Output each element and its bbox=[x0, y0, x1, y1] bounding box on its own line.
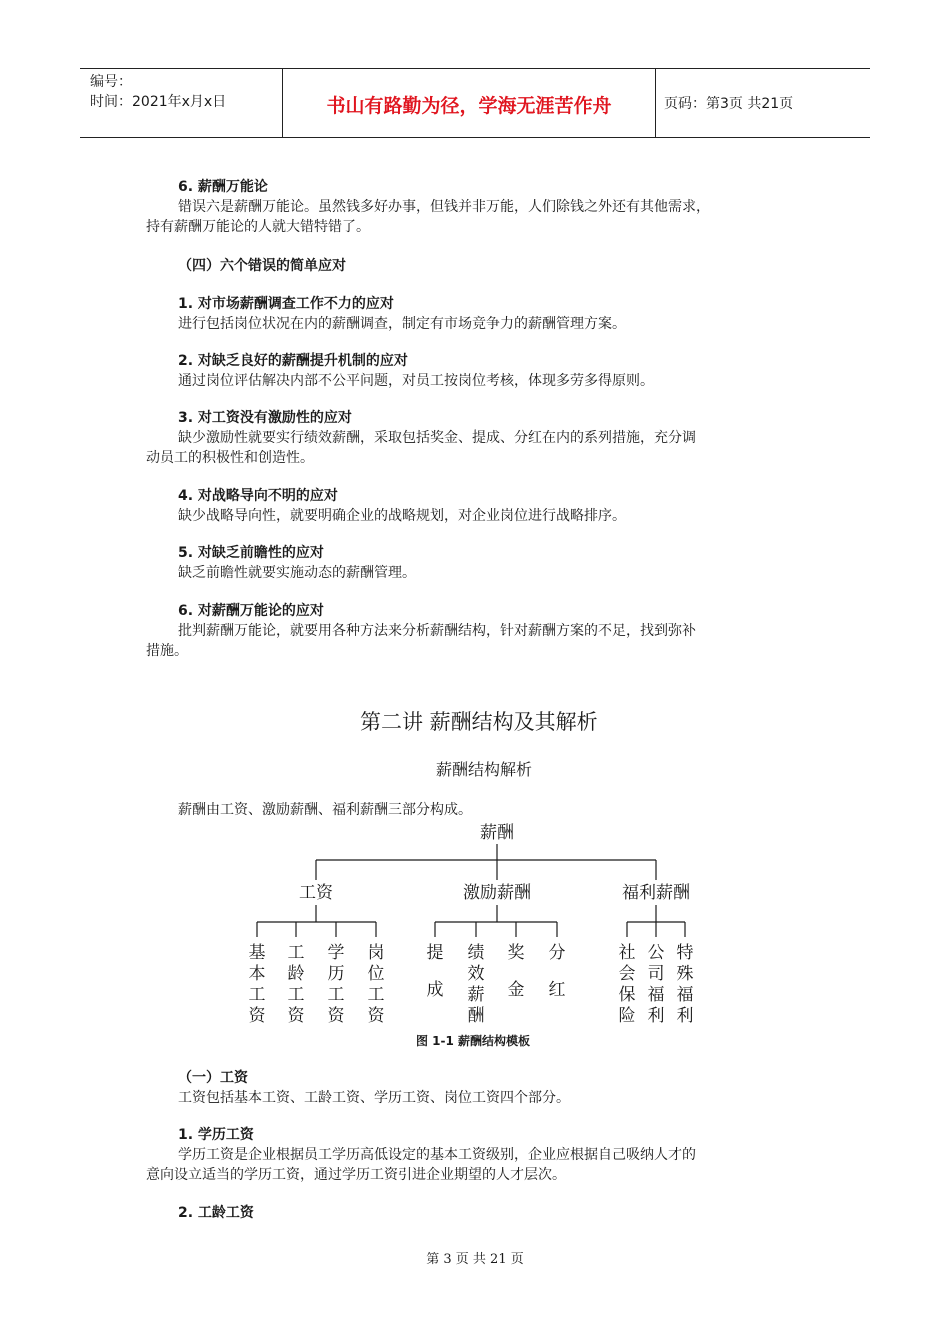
diagram-leaf-char: 效 bbox=[467, 964, 485, 984]
diagram-leaf-char: 工 bbox=[287, 943, 305, 963]
diagram-leaf-char: 会 bbox=[618, 964, 636, 984]
paragraph-line: 缺少激励性就要实行绩效薪酬，采取包括奖金、提成、分红在内的系列措施，充分调 bbox=[178, 430, 696, 446]
section-heading: 1. 学历工资 bbox=[178, 1127, 254, 1143]
diagram-leaf-char: 工 bbox=[287, 985, 305, 1005]
diagram-leaf-char: 殊 bbox=[676, 964, 694, 984]
diagram-group-label: 工资 bbox=[299, 883, 333, 903]
diagram-leaf-char: 成 bbox=[426, 980, 444, 1000]
diagram-leaf-char: 特 bbox=[676, 943, 694, 963]
diagram-group-label: 福利薪酬 bbox=[622, 883, 690, 903]
diagram-leaf-char: 资 bbox=[287, 1006, 305, 1026]
paragraph-line: 措施。 bbox=[146, 643, 188, 659]
paragraph-line: 批判薪酬万能论，就要用各种方法来分析薪酬结构，针对薪酬方案的不足，找到弥补 bbox=[178, 623, 696, 639]
paragraph-line: 学历工资是企业根据员工学历高低设定的基本工资级别，企业应根据自己吸纳人才的 bbox=[178, 1147, 696, 1163]
section-heading: 6. 对薪酬万能论的应对 bbox=[178, 603, 324, 619]
paragraph-line: 通过岗位评估解决内部不公平问题，对员工按岗位考核，体现多劳多得原则。 bbox=[178, 373, 654, 389]
header-motto: 书山有路勤为径，学海无涯苦作舟 bbox=[326, 95, 612, 117]
lecture-title: 第二讲 薪酬结构及其解析 bbox=[360, 710, 598, 734]
document-time-label: 时间：2021年x月x日 bbox=[90, 94, 227, 110]
section-heading: （一）工资 bbox=[178, 1070, 248, 1086]
diagram-leaf-char: 薪 bbox=[467, 985, 485, 1005]
paragraph-line: 持有薪酬万能论的人就大错特错了。 bbox=[146, 219, 370, 235]
diagram-leaf-char: 工 bbox=[327, 985, 345, 1005]
paragraph-line: 进行包括岗位状况在内的薪酬调查，制定有市场竞争力的薪酬管理方案。 bbox=[178, 316, 626, 332]
section-subtitle: 薪酬结构解析 bbox=[436, 760, 533, 779]
section-heading: 1. 对市场薪酬调查工作不力的应对 bbox=[178, 296, 394, 312]
diagram-leaf-char: 提 bbox=[426, 943, 444, 963]
paragraph-line: 意向设立适当的学历工资，通过学历工资引进企业期望的人才层次。 bbox=[146, 1167, 566, 1183]
section-heading: 6. 薪酬万能论 bbox=[178, 179, 268, 195]
diagram-leaf-char: 基 bbox=[248, 943, 266, 963]
diagram-root-label: 薪酬 bbox=[480, 823, 514, 843]
paragraph-line: 动员工的积极性和创造性。 bbox=[146, 450, 314, 466]
paragraph-line: 错误六是薪酬万能论。虽然钱多好办事，但钱并非万能，人们除钱之外还有其他需求， bbox=[178, 199, 710, 215]
diagram-leaf-char: 保 bbox=[618, 985, 636, 1005]
diagram-leaf-char: 资 bbox=[248, 1006, 266, 1026]
section-heading: （四）六个错误的简单应对 bbox=[178, 258, 346, 274]
diagram-leaf-char: 资 bbox=[367, 1006, 385, 1026]
diagram-group-label: 激励薪酬 bbox=[463, 883, 531, 903]
diagram-leaf-char: 酬 bbox=[467, 1006, 485, 1026]
diagram-leaf-char: 司 bbox=[647, 964, 665, 984]
page-footer: 第 3 页 共 21 页 bbox=[426, 1252, 524, 1267]
diagram-leaf-char: 福 bbox=[647, 985, 665, 1005]
paragraph-line: 缺乏前瞻性就要实施动态的薪酬管理。 bbox=[178, 565, 416, 581]
section-heading: 4. 对战略导向不明的应对 bbox=[178, 488, 338, 504]
diagram-leaf-char: 本 bbox=[248, 964, 266, 984]
diagram-leaf-char: 福 bbox=[676, 985, 694, 1005]
paragraph-line: 缺少战略导向性，就要明确企业的战略规划，对企业岗位进行战略排序。 bbox=[178, 508, 626, 524]
document-number-label: 编号： bbox=[90, 74, 132, 90]
paragraph-line: 工资包括基本工资、工龄工资、学历工资、岗位工资四个部分。 bbox=[178, 1090, 570, 1106]
diagram-leaf-char: 工 bbox=[367, 985, 385, 1005]
diagram-leaf-char: 学 bbox=[327, 943, 345, 963]
diagram-leaf-char: 历 bbox=[327, 964, 345, 984]
header-page-info: 页码：第3页 共21页 bbox=[664, 96, 794, 112]
diagram-leaf-char: 险 bbox=[618, 1006, 636, 1026]
diagram-leaf-char: 资 bbox=[327, 1006, 345, 1026]
diagram-leaf-char: 绩 bbox=[467, 943, 485, 963]
paragraph-line: 薪酬由工资、激励薪酬、福利薪酬三部分构成。 bbox=[178, 802, 472, 818]
section-heading: 2. 工龄工资 bbox=[178, 1205, 254, 1221]
diagram-leaf-char: 分 bbox=[548, 943, 566, 963]
diagram-leaf-char: 社 bbox=[618, 943, 636, 963]
diagram-leaf-char: 位 bbox=[367, 964, 385, 984]
diagram-leaf-char: 工 bbox=[248, 985, 266, 1005]
figure-caption: 图 1-1 薪酬结构模板 bbox=[416, 1034, 531, 1048]
diagram-leaf-char: 红 bbox=[548, 980, 566, 1000]
diagram-leaf-char: 利 bbox=[647, 1006, 665, 1026]
diagram-leaf-char: 岗 bbox=[367, 943, 385, 963]
diagram-leaf-char: 公 bbox=[647, 943, 665, 963]
section-heading: 2. 对缺乏良好的薪酬提升机制的应对 bbox=[178, 353, 408, 369]
diagram-leaf-char: 金 bbox=[507, 980, 525, 1000]
diagram-leaf-char: 奖 bbox=[507, 943, 525, 963]
diagram-leaf-char: 利 bbox=[676, 1006, 694, 1026]
section-heading: 5. 对缺乏前瞻性的应对 bbox=[178, 545, 324, 561]
diagram-leaf-char: 龄 bbox=[287, 964, 305, 984]
section-heading: 3. 对工资没有激励性的应对 bbox=[178, 410, 352, 426]
